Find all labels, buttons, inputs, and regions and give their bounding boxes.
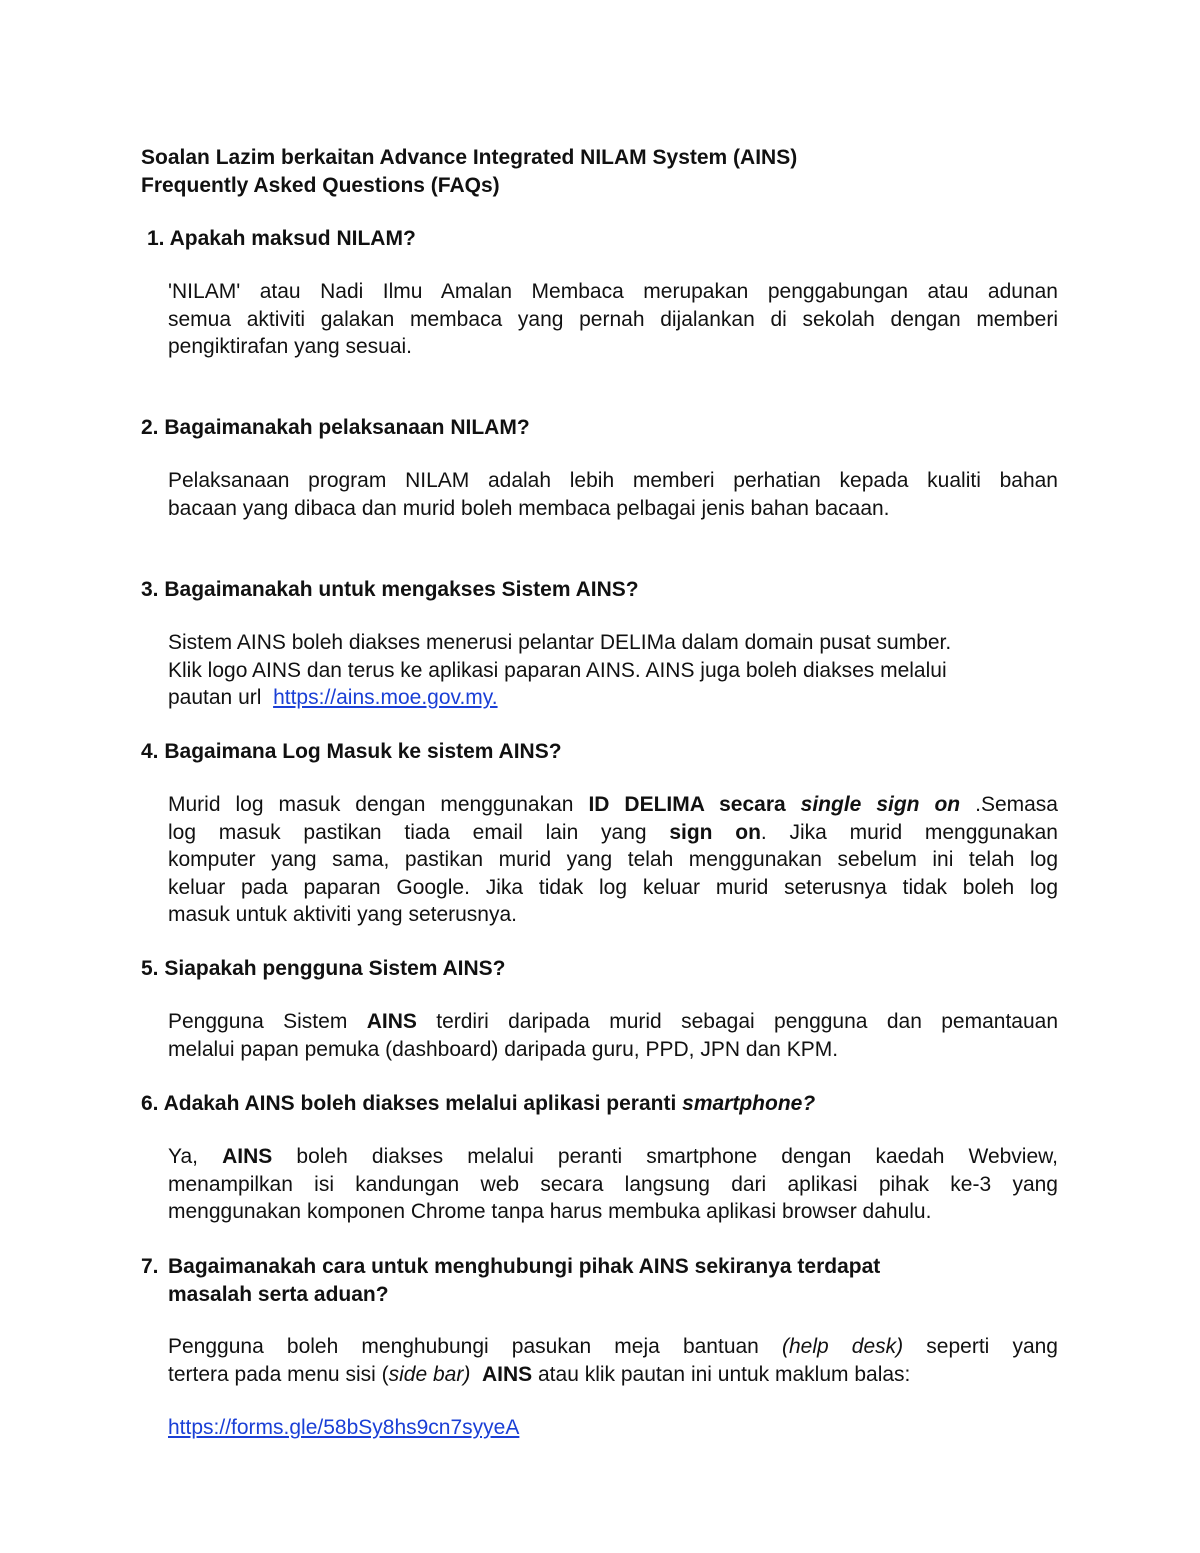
question-text: Bagaimana Log Masuk ke sistem AINS? [164, 740, 562, 763]
question-text: Adakah AINS boleh diakses melalui aplikasi peranti [158, 1092, 683, 1115]
question-text-line-2: masalah serta aduan? [168, 1283, 389, 1306]
answer-italic: side bar) [388, 1362, 471, 1386]
answer-line [168, 819, 1058, 847]
answer-text: Ya, [168, 1145, 223, 1168]
question-6 [141, 1090, 815, 1118]
question-italic: smartphone? [682, 1092, 816, 1115]
answer-line [168, 1361, 1058, 1389]
question-number: 7. [141, 1255, 159, 1278]
question-5 [141, 955, 506, 983]
answer-line: 'NILAM' atau Nadi Ilmu Amalan Membaca merupakan penggabungan atau adunan [168, 280, 1058, 303]
answer-text: terdiri daripada murid sebagai pengguna dan pemantauan [416, 1010, 1059, 1033]
answer-line: menggunakan komponen Chrome tanpa harus membuka aplikasi browser dahulu. [168, 1200, 932, 1223]
answer-text: seperti yang [903, 1335, 1058, 1358]
answer-bold: AINS [366, 1010, 417, 1033]
question-number: 1. [147, 227, 165, 250]
answer-line [168, 1143, 1058, 1171]
answer-4 [168, 791, 1058, 929]
answer-text: atau klik pautan ini untuk maklum balas: [532, 1362, 911, 1386]
question-2 [141, 414, 530, 442]
answer-text: boleh diakses melalui peranti smartphone dengan kaedah Webview, [272, 1145, 1058, 1168]
answer-line: semua aktiviti galakan membaca yang pernah dijalankan di sekolah dengan memberi [168, 307, 1058, 331]
answer-spacer [470, 1363, 482, 1386]
feedback-form-link[interactable]: https://forms.gle/58bSy8hs9cn7syyeA [168, 1416, 520, 1439]
question-text: Apakah maksud NILAM? [169, 227, 416, 250]
ains-url-link[interactable]: https://ains.moe.gov.my. [273, 686, 498, 709]
answer-bold: AINS [481, 1362, 533, 1386]
answer-bold: ID DELIMA secara [588, 793, 801, 816]
answer-7 [168, 1333, 1058, 1388]
answer-line: komputer yang sama, pastikan murid yang telah menggunakan sebelum ini telah log [168, 848, 1058, 871]
answer-line: bacaan yang dibaca dan murid boleh membaca pelbagai jenis bahan bacaan. [168, 496, 890, 520]
answer-bold-italic: single sign on [800, 793, 961, 816]
answer-text: Pengguna boleh menghubungi pasukan meja bantuan [168, 1335, 782, 1358]
answer-line [168, 1333, 1058, 1361]
answer-line: pengiktirafan yang sesuai. [168, 335, 412, 358]
question-4 [141, 738, 562, 766]
answer-line: Klik logo AINS dan terus ke aplikasi paparan AINS. AINS juga boleh diakses melalui [168, 658, 947, 682]
answer-6 [168, 1143, 1058, 1226]
answer-text: .Semasa [960, 793, 1058, 816]
question-text: Bagaimanakah untuk mengakses Sistem AINS? [164, 578, 639, 601]
answer-line [168, 1008, 1058, 1036]
answer-line: menampilkan isi kandungan web secara langsung dari aplikasi pihak ke-3 yang [168, 1172, 1058, 1196]
question-3 [141, 576, 639, 604]
question-text: Bagaimanakah pelaksanaan NILAM? [164, 416, 530, 439]
document-title [141, 144, 797, 200]
question-number: 4. [141, 740, 159, 763]
answer-3 [168, 629, 1058, 712]
question-number: 2. [141, 416, 159, 439]
answer-2 [168, 467, 1058, 522]
feedback-link-row [168, 1414, 1058, 1442]
answer-text: Murid log masuk dengan menggunakan [168, 793, 589, 816]
question-1 [147, 225, 416, 253]
answer-1 [168, 278, 1058, 361]
answer-text: Pengguna Sistem [168, 1010, 367, 1033]
question-7 [141, 1253, 880, 1309]
answer-line [168, 791, 1058, 819]
answer-text: log masuk pastikan tiada email lain yang [168, 820, 670, 844]
answer-line: melalui papan pemuka (dashboard) daripada guru, PPD, JPN dan KPM. [168, 1037, 839, 1061]
title-line-2: Frequently Asked Questions (FAQs) [141, 174, 500, 197]
question-number: 6. [141, 1092, 159, 1115]
question-text: Bagaimanakah cara untuk menghubungi pihak AINS sekiranya terdapat [168, 1255, 881, 1278]
question-number: 3. [141, 578, 159, 601]
answer-line [168, 684, 1058, 712]
question-number: 5. [141, 957, 159, 980]
answer-5 [168, 1008, 1058, 1063]
answer-text: . Jika murid menggunakan [760, 820, 1058, 844]
answer-line: Pelaksanaan program NILAM adalah lebih memberi perhatian kepada kualiti bahan [168, 469, 1058, 492]
answer-italic: (help desk) [781, 1335, 904, 1358]
answer-bold: AINS [222, 1145, 273, 1168]
question-text: Siapakah pengguna Sistem AINS? [164, 957, 506, 980]
answer-line: masuk untuk aktiviti yang seterusnya. [168, 903, 518, 926]
title-line-1: Soalan Lazim berkaitan Advance Integrated NILAM System (AINS) [141, 146, 798, 169]
answer-text: pautan url [168, 686, 274, 709]
answer-bold: sign on [669, 820, 761, 844]
answer-line: Sistem AINS boleh diakses menerusi pelantar DELIMa dalam domain pusat sumber. [168, 631, 952, 654]
answer-line: keluar pada paparan Google. Jika tidak log keluar murid seterusnya tidak boleh log [168, 875, 1058, 899]
answer-text: tertera pada menu sisi ( [168, 1362, 389, 1386]
